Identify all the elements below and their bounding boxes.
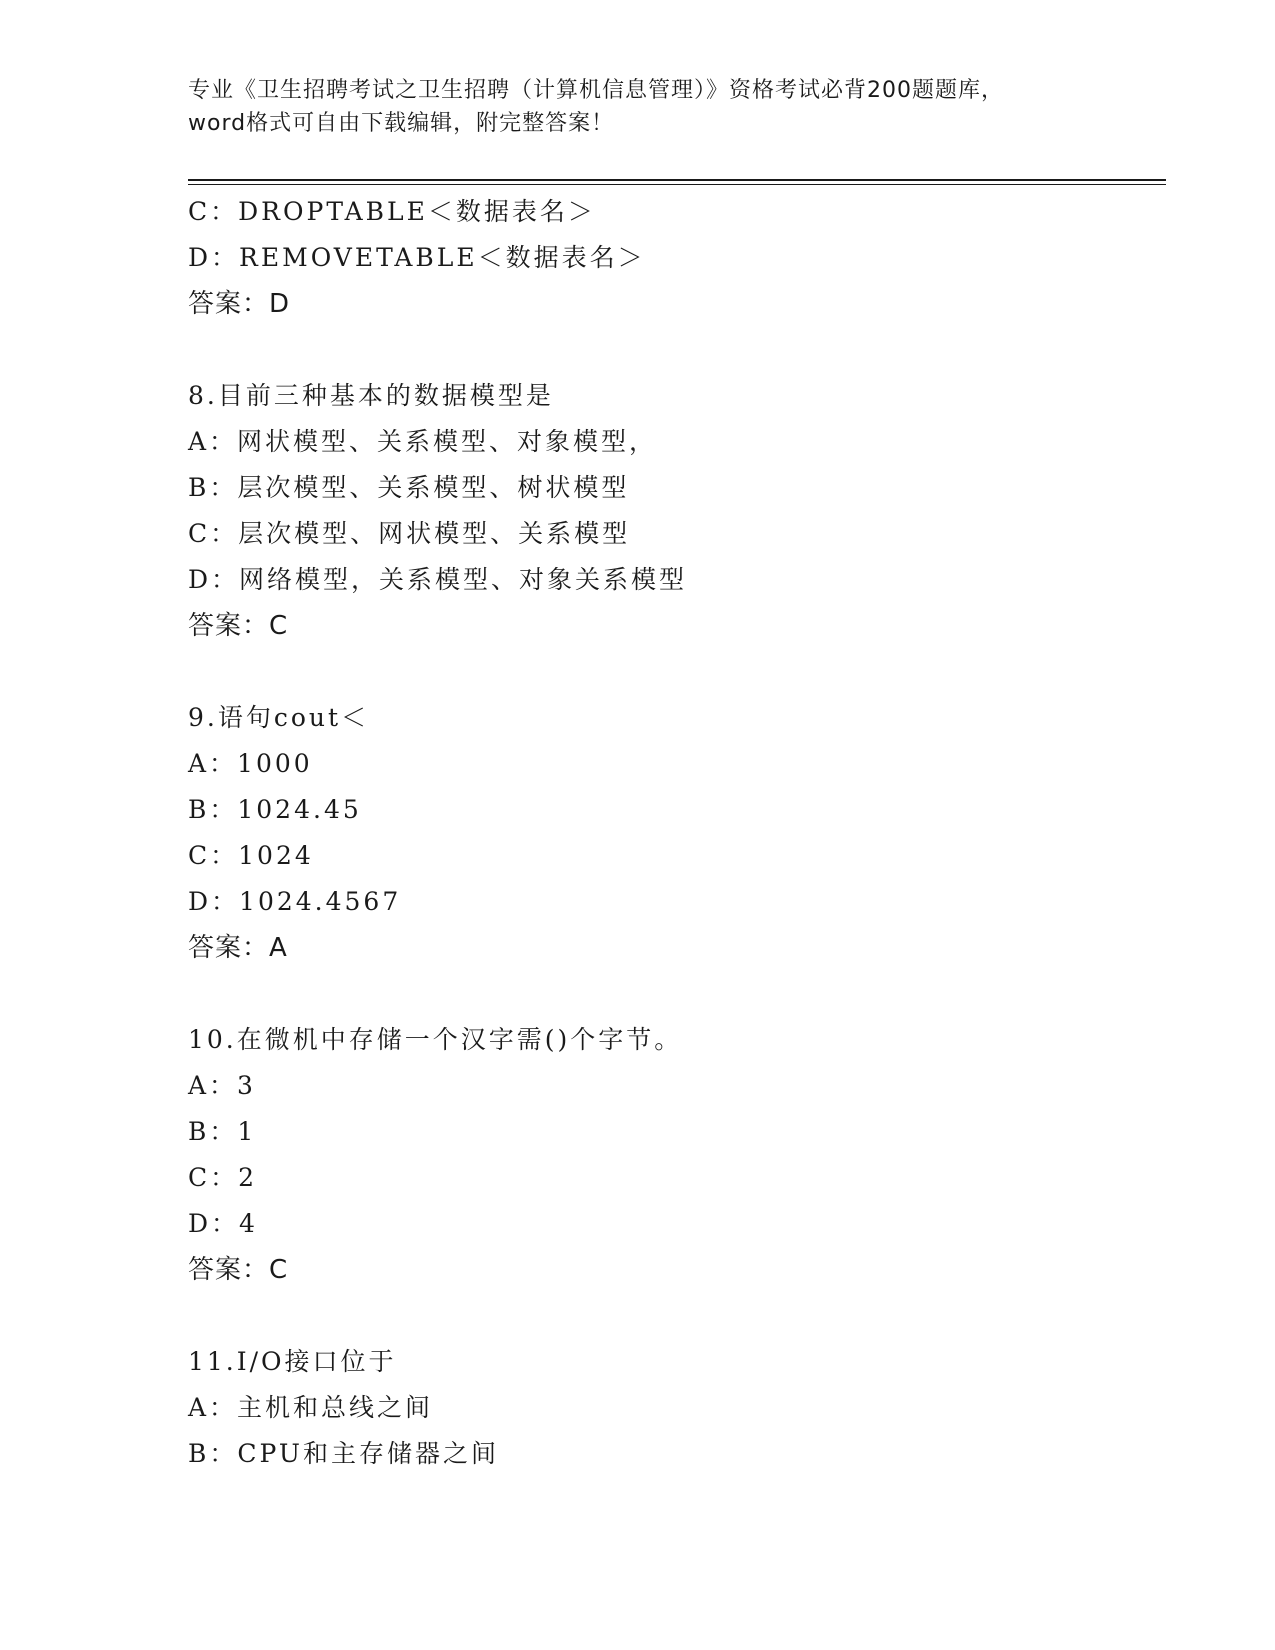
- option-c: C：2: [188, 1163, 258, 1192]
- option-d: D：REMOVETABLE＜数据表名＞: [188, 243, 646, 272]
- spacer: [188, 327, 1166, 373]
- question-8: [188, 373, 1166, 649]
- option-c: C：层次模型、网状模型、关系模型: [188, 519, 631, 548]
- answer: 答案：A: [188, 933, 288, 963]
- option-c: C：1024: [188, 841, 314, 870]
- answer: 答案：C: [188, 1255, 289, 1285]
- question-stem: 9.语句cout＜: [188, 703, 370, 732]
- spacer: [188, 649, 1166, 695]
- option-a: A：3: [188, 1071, 256, 1100]
- option-d: D：4: [188, 1209, 258, 1238]
- option-a: A：网状模型、关系模型、对象模型，: [188, 427, 658, 456]
- option-d: D：网络模型，关系模型、对象关系模型: [188, 565, 688, 594]
- option-a: A：主机和总线之间: [188, 1393, 434, 1422]
- option-c: C：DROPTABLE＜数据表名＞: [188, 197, 596, 226]
- question-11: [188, 1339, 1166, 1477]
- header-divider-thick: [188, 179, 1166, 181]
- question-stem: 10.在微机中存储一个汉字需()个字节。: [188, 1025, 683, 1054]
- spacer: [188, 971, 1166, 1017]
- question-stem: 8.目前三种基本的数据模型是: [188, 381, 554, 410]
- header-line-1: 专业《卫生招聘考试之卫生招聘（计算机信息管理）》资格考试必背200题题库，: [188, 78, 1004, 103]
- option-a: A：1000: [188, 749, 313, 778]
- question-7-tail: [188, 189, 1166, 327]
- question-10: [188, 1017, 1166, 1293]
- document-header: [188, 74, 1088, 140]
- answer: 答案：C: [188, 611, 289, 641]
- option-d: D：1024.4567: [188, 887, 402, 916]
- answer: 答案：D: [188, 289, 291, 319]
- option-b: B：1: [188, 1117, 257, 1146]
- option-b: B：CPU和主存储器之间: [188, 1439, 499, 1468]
- option-b: B：层次模型、关系模型、树状模型: [188, 473, 630, 502]
- option-b: B：1024.45: [188, 795, 362, 824]
- header-divider-thin: [188, 184, 1166, 185]
- question-list: [188, 189, 1166, 1477]
- header-line-2: word格式可自由下载编辑，附完整答案！: [188, 111, 615, 136]
- question-9: [188, 695, 1166, 971]
- question-stem: 11.I/O接口位于: [188, 1347, 397, 1376]
- spacer: [188, 1293, 1166, 1339]
